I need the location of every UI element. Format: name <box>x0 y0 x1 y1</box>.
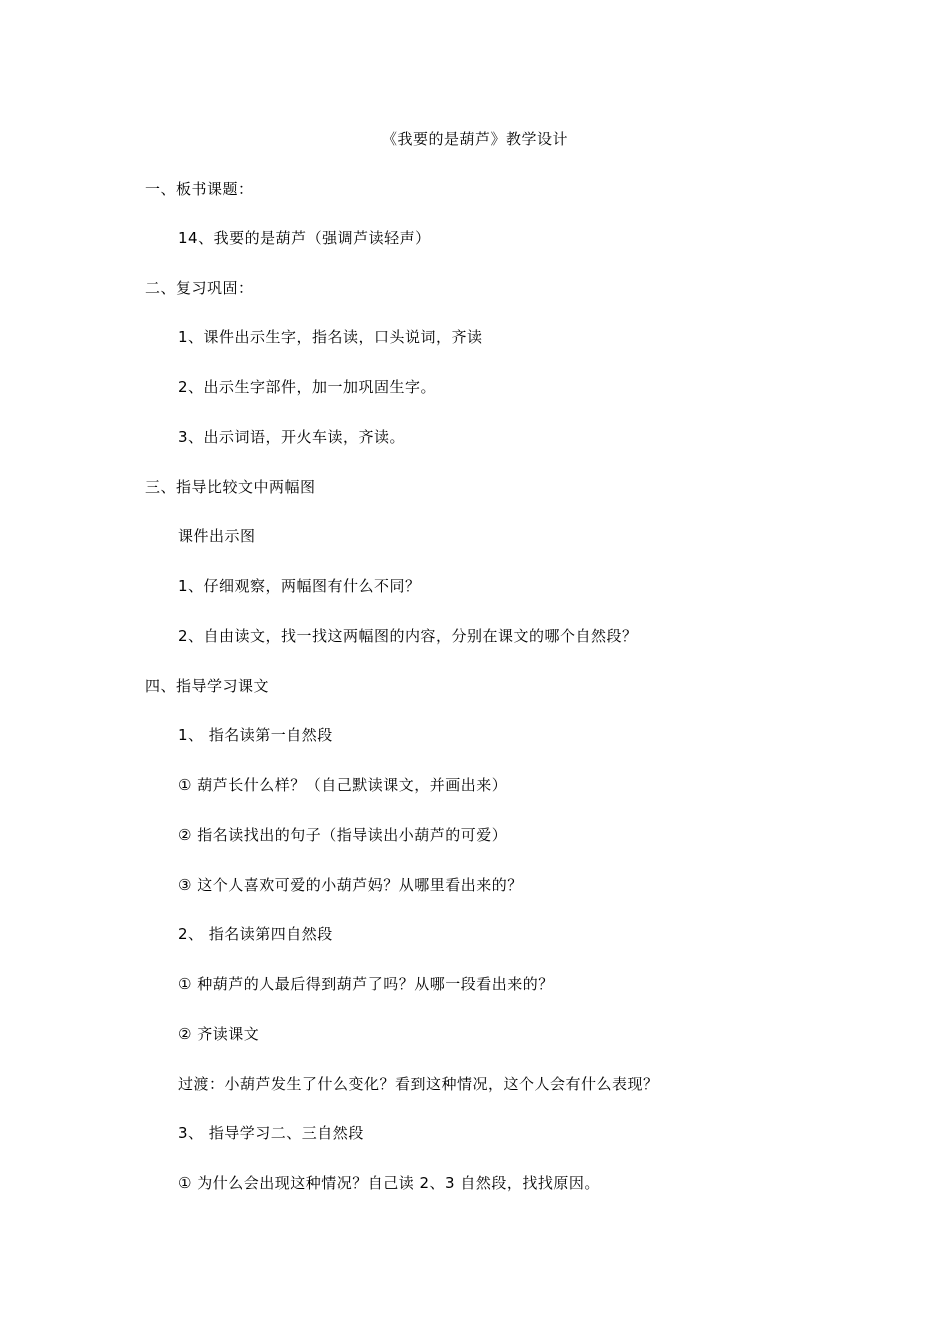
text-line: 2、出示生字部件，加一加巩固生字。 <box>178 378 437 396</box>
text-line: ① 为什么会出现这种情况？自己读 2、3 自然段，找找原因。 <box>178 1174 600 1192</box>
text-line: 2、 指名读第四自然段 <box>178 925 333 943</box>
section-heading-3: 三、指导比较文中两幅图 <box>145 478 316 496</box>
text-line: 2、自由读文，找一找这两幅图的内容，分别在课文的哪个自然段？ <box>178 627 638 645</box>
section-heading-1: 一、板书课题： <box>145 180 254 198</box>
text-line: ① 葫芦长什么样？（自己默读课文，并画出来） <box>178 776 508 794</box>
text-line: 3、 指导学习二、三自然段 <box>178 1124 364 1142</box>
section-heading-4: 四、指导学习课文 <box>145 677 270 695</box>
text-line: 3、出示词语，开火车读，齐读。 <box>178 428 406 446</box>
text-line: 课件出示图 <box>178 527 256 545</box>
section-heading-2: 二、复习巩固： <box>145 279 254 297</box>
text-line: ③ 这个人喜欢可爱的小葫芦妈？从哪里看出来的？ <box>178 876 523 894</box>
text-line: 1、仔细观察，两幅图有什么不同？ <box>178 577 421 595</box>
text-line: ① 种葫芦的人最后得到葫芦了吗？从哪一段看出来的？ <box>178 975 554 993</box>
text-line: 1、 指名读第一自然段 <box>178 726 333 744</box>
text-line: ② 齐读课文 <box>178 1025 260 1043</box>
text-line: ② 指名读找出的句子（指导读出小葫芦的可爱） <box>178 826 508 844</box>
text-line: 14、我要的是葫芦（强调芦读轻声） <box>178 229 431 247</box>
text-line: 过渡：小葫芦发生了什么变化？看到这种情况，这个人会有什么表现？ <box>178 1075 659 1093</box>
document-title: 《我要的是葫芦》教学设计 <box>381 130 568 148</box>
text-line: 1、课件出示生字，指名读，口头说词，齐读 <box>178 328 483 346</box>
